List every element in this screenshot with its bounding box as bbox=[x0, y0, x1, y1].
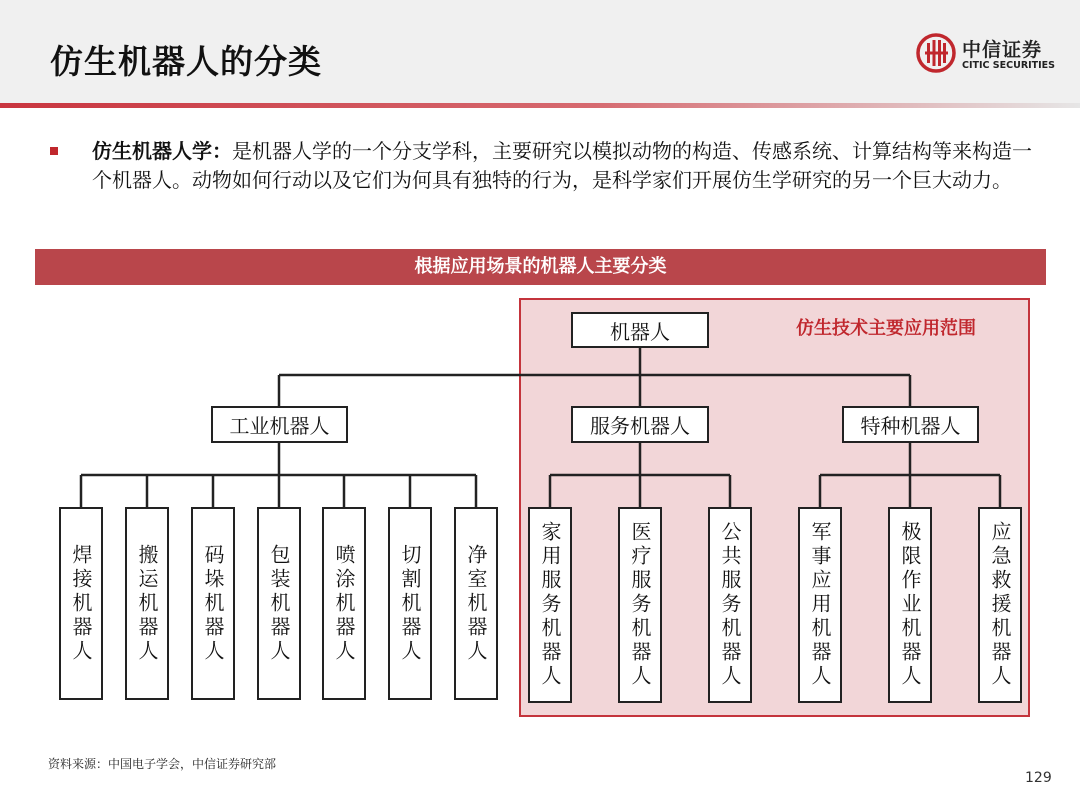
leaf-handling-robot: 搬运机器人 bbox=[125, 507, 169, 700]
leaf-public-service-robot: 公共服务机器人 bbox=[708, 507, 752, 703]
node-service-robot: 服务机器人 bbox=[571, 406, 709, 443]
leaf-household-service-robot: 家用服务机器人 bbox=[528, 507, 572, 703]
node-industrial-robot: 工业机器人 bbox=[211, 406, 348, 443]
leaf-cleanroom-robot: 净室机器人 bbox=[454, 507, 498, 700]
node-robot-root: 机器人 bbox=[571, 312, 709, 348]
leaf-welding-robot: 焊接机器人 bbox=[59, 507, 103, 700]
source-note: 资料来源：中国电子学会，中信证券研究部 bbox=[48, 757, 277, 771]
intro-text: 是机器人学的一个分支学科，主要研究以模拟动物的构造、传感系统、计算结构等来构造一个机器人。动物如何行动以及它们为何具有独特的行为，是科学家们开展仿生学研究的另一个巨大动力。 bbox=[92, 139, 1032, 192]
leaf-packaging-robot: 包装机器人 bbox=[257, 507, 301, 700]
leaf-medical-service-robot: 医疗服务机器人 bbox=[618, 507, 662, 703]
leaf-military-robot: 军事应用机器人 bbox=[798, 507, 842, 703]
section-banner: 根据应用场景的机器人主要分类 bbox=[35, 249, 1046, 285]
bionic-application-label: 仿生技术主要应用范围 bbox=[796, 318, 976, 339]
logo-name-en: CITIC SECURITIES bbox=[962, 60, 1056, 71]
page-title: 仿生机器人的分类 bbox=[50, 42, 322, 81]
leaf-painting-robot: 喷涂机器人 bbox=[322, 507, 366, 700]
leaf-palletizing-robot: 码垛机器人 bbox=[191, 507, 235, 700]
leaf-emergency-rescue-robot: 应急救援机器人 bbox=[978, 507, 1022, 703]
leaf-cutting-robot: 切割机器人 bbox=[388, 507, 432, 700]
node-special-robot: 特种机器人 bbox=[842, 406, 979, 443]
logo-name-cn: 中信证券 bbox=[962, 39, 1043, 61]
leaf-extreme-operation-robot: 极限作业机器人 bbox=[888, 507, 932, 703]
intro-term: 仿生机器人学： bbox=[92, 139, 232, 163]
page-number: 129 bbox=[1025, 770, 1052, 786]
